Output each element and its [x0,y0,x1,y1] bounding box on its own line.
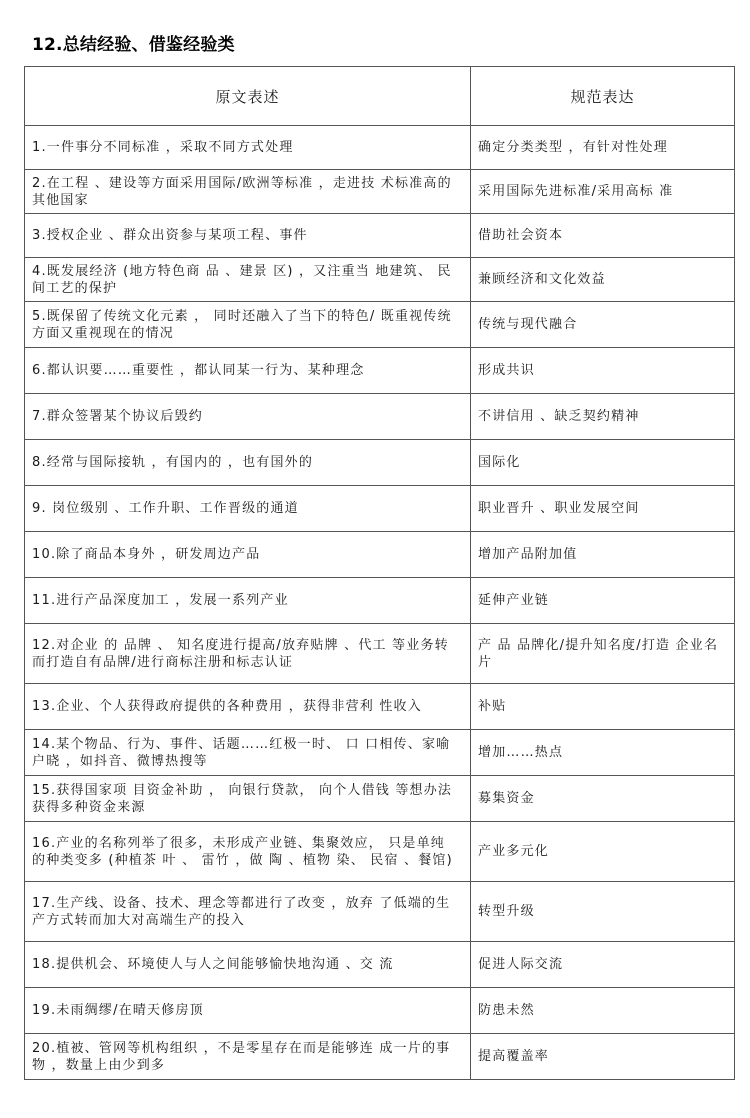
original-expression-cell [25,394,471,440]
table-row [25,882,735,942]
standard-expression-text: 确定分类类型 ，有针对性处理 [478,140,668,155]
standard-expression-text: 募集资金 [478,791,535,806]
original-expression-text: 6.都认识要……重要性 ，都认同某一行为、某种理念 [32,363,365,378]
standard-expression-cell [471,776,735,822]
original-expression-cell [25,1034,471,1080]
standard-expression-cell [471,394,735,440]
original-expression-cell [25,214,471,258]
standard-expression-text: 采用国际先进标准/采用高标 准 [478,184,674,199]
original-expression-cell [25,942,471,988]
standard-expression-text: 转型升级 [478,904,535,919]
original-expression-text: 10.除了商品本身外 ，研发周边产品 [32,547,261,562]
standard-expression-text: 产 品 品牌化/提升知名度/打造 企业名片 [478,637,719,670]
table-row [25,988,735,1034]
original-expression-cell [25,730,471,776]
column-header-original: 原文表述 [25,67,471,126]
table-row [25,1034,735,1080]
original-expression-text: 5.既保留了传统文化元素 ， 同时还融入了当下的特色/ 既重视传统方面又重视现在的情况 [32,308,452,341]
standard-expression-text: 促进人际交流 [478,957,564,972]
standard-expression-cell [471,486,735,532]
standard-expression-text: 国际化 [478,455,521,470]
original-expression-text: 8.经常与国际接轨 ，有国内的 ，也有国外的 [32,455,314,470]
column-header-standard: 规范表达 [471,67,735,126]
table-row [25,776,735,822]
original-expression-text: 11.进行产品深度加工 ，发展一系列产业 [32,593,289,608]
original-expression-cell [25,348,471,394]
table-row [25,394,735,440]
table-row [25,624,735,684]
standard-expression-cell [471,988,735,1034]
standard-expression-cell [471,942,735,988]
table-row [25,348,735,394]
original-expression-text: 3.授权企业 、群众出资参与某项工程、事件 [32,228,308,243]
original-expression-text: 7.群众签署某个协议后毁约 [32,409,204,424]
table-row [25,170,735,214]
standard-expression-cell [471,532,735,578]
original-expression-text: 19.未雨绸缪/在晴天修房顶 [32,1003,204,1018]
original-expression-text: 17.生产线、设备、技术、理念等都进行了改变 ，放弃 了低端的生产方式转而加大对高端生产的投入 [32,895,451,928]
original-expression-cell [25,486,471,532]
standard-expression-text: 防患未然 [478,1003,535,1018]
original-expression-text: 9. 岗位级别 、工作升职、工作晋级的通道 [32,501,299,516]
standard-expression-text: 不讲信用 、缺乏契约精神 [478,409,640,424]
original-expression-cell [25,126,471,170]
standard-expression-cell [471,624,735,684]
original-expression-text: 15.获得国家项 目资金补助 ， 向银行贷款， 向个人借钱 等想办法获得多种资金来源 [32,782,453,815]
table-row [25,730,735,776]
original-expression-cell [25,302,471,348]
original-expression-cell [25,624,471,684]
standard-expression-cell [471,882,735,942]
original-expression-cell [25,578,471,624]
original-expression-text: 4.既发展经济 (地方特色商 品 、建景 区) ，又注重当 地建筑、 民间工艺的保护 [32,263,452,296]
table-row [25,126,735,170]
original-expression-text: 12.对企业 的 品牌 、 知名度进行提高/放弃贴牌 、代工 等业务转而打造自有品牌/进行商标注册和标志认证 [32,637,449,670]
standard-expression-text: 延伸产业链 [478,593,550,608]
original-expression-text: 16.产业的名称列举了很多，未形成产业链、集聚效应， 只是单纯 的种类变多 (种植茶 叶 、 雷竹 ，做 陶 、植物 染、 民宿 、餐馆) [32,835,453,868]
table-row [25,302,735,348]
original-expression-cell [25,776,471,822]
original-expression-text: 18.提供机会、环境使人与人之间能够愉快地沟通 、交 流 [32,957,394,972]
original-expression-text: 13.企业、个人获得政府提供的各种费用 ，获得非营利 性收入 [32,699,422,714]
standard-expression-text: 增加产品附加值 [478,547,578,562]
standard-expression-cell [471,822,735,882]
standard-expression-text: 职业晋升 、职业发展空间 [478,501,640,516]
standard-expression-cell [471,578,735,624]
standard-expression-cell [471,1034,735,1080]
standard-expression-cell [471,348,735,394]
table-row [25,214,735,258]
original-expression-text: 2.在工程 、建设等方面采用国际/欧洲等标准 ，走进技 术标准高的其他国家 [32,175,452,208]
standard-expression-text: 形成共识 [478,363,535,378]
standard-expression-cell [471,126,735,170]
standard-expression-text: 兼顾经济和文化效益 [478,272,606,287]
original-expression-text: 1.一件事分不同标准 ，采取不同方式处理 [32,140,294,155]
table-row [25,822,735,882]
original-expression-cell [25,882,471,942]
table-row [25,684,735,730]
original-expression-text: 20.植被、管网等机构组织 ，不是零星存在而是能够连 成一片的事物 ，数量上由少到多 [32,1040,451,1073]
page-title: 12.总结经验、借鉴经验类 [32,35,235,55]
original-expression-cell [25,822,471,882]
table-row [25,440,735,486]
standard-expression-text: 提高覆盖率 [478,1049,550,1064]
expression-table [24,66,735,1080]
original-expression-cell [25,988,471,1034]
original-expression-text: 14.某个物品、行为、事件、话题……红极一时、 口 口相传、家喻户晓 ，如抖音、微博热搜等 [32,736,451,769]
standard-expression-cell [471,258,735,302]
original-expression-cell [25,170,471,214]
table-row [25,532,735,578]
table-row [25,258,735,302]
original-expression-cell [25,258,471,302]
standard-expression-text: 增加……热点 [478,745,564,760]
standard-expression-text: 传统与现代融合 [478,317,578,332]
table-row [25,942,735,988]
table-row [25,486,735,532]
original-expression-cell [25,684,471,730]
standard-expression-cell [471,684,735,730]
standard-expression-text: 产业多元化 [478,844,550,859]
standard-expression-cell [471,302,735,348]
standard-expression-cell [471,440,735,486]
standard-expression-text: 借助社会资本 [478,228,564,243]
table-header-row [25,67,735,126]
standard-expression-cell [471,214,735,258]
standard-expression-cell [471,730,735,776]
original-expression-cell [25,532,471,578]
standard-expression-text: 补贴 [478,699,507,714]
original-expression-cell [25,440,471,486]
standard-expression-cell [471,170,735,214]
table-row [25,578,735,624]
